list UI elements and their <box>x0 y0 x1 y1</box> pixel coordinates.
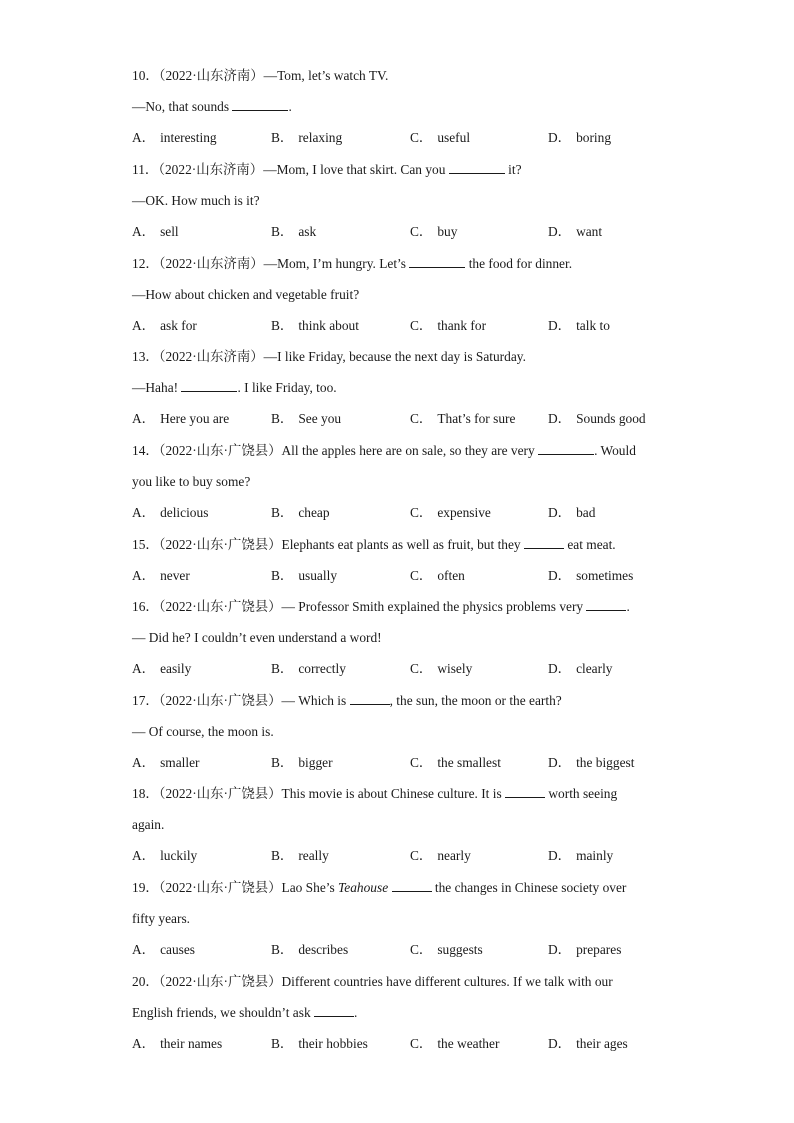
options-row <box>132 497 672 528</box>
option-c[interactable]: C． often <box>410 568 465 584</box>
question-stem: 10．（2022·山东济南）—Tom, let’s watch TV. <box>132 68 389 83</box>
option-d[interactable]: D． mainly <box>548 848 614 864</box>
option-b[interactable]: B． bigger <box>271 755 333 771</box>
question-continuation: fifty years. <box>132 911 191 927</box>
answer-blank[interactable] <box>232 97 288 111</box>
question-continuation: — Of course, the moon is. <box>132 724 274 740</box>
question-number: 11 <box>132 162 145 177</box>
question-16 <box>132 591 672 685</box>
question-11 <box>132 154 672 248</box>
option-a[interactable]: A． their names <box>132 1036 223 1052</box>
question-stem: 19．（2022·山东·广饶县）Lao She’s Teahouse the changes in Chinese society over <box>132 880 627 895</box>
option-d[interactable]: D． want <box>548 224 603 240</box>
question-source: （2022·山东济南） <box>158 256 264 271</box>
option-a[interactable]: A． ask for <box>132 318 197 334</box>
options-row <box>132 560 672 591</box>
question-number: 14 <box>132 443 146 458</box>
option-b[interactable]: B． ask <box>271 224 317 240</box>
option-c[interactable]: C． useful <box>410 130 471 146</box>
option-d[interactable]: D． their ages <box>548 1036 628 1052</box>
answer-blank[interactable] <box>586 597 626 611</box>
question-stem: 15．（2022·山东·广饶县）Elephants eat plants as well as fruit, but they eat meat. <box>132 537 616 552</box>
option-d[interactable]: D． clearly <box>548 661 613 677</box>
option-a[interactable]: A． interesting <box>132 130 217 146</box>
question-17 <box>132 685 672 779</box>
question-source: （2022·山东·广饶县） <box>158 786 282 801</box>
options-row <box>132 122 672 153</box>
book-title: Teahouse <box>338 880 389 895</box>
option-d[interactable]: D． bad <box>548 505 596 521</box>
question-continuation: again. <box>132 817 165 833</box>
question-source: （2022·山东·广饶县） <box>158 974 282 989</box>
option-a[interactable]: A． sell <box>132 224 179 240</box>
option-b[interactable]: B． describes <box>271 942 349 958</box>
option-c[interactable]: C． wisely <box>410 661 473 677</box>
question-source: （2022·山东济南） <box>158 162 264 177</box>
options-row <box>132 216 672 247</box>
option-d[interactable]: D． prepares <box>548 942 622 958</box>
option-c[interactable]: C． thank for <box>410 318 487 334</box>
option-a[interactable]: A． delicious <box>132 505 209 521</box>
answer-blank[interactable] <box>392 878 432 892</box>
question-continuation: —OK. How much is it? <box>132 193 260 209</box>
option-c[interactable]: C． suggests <box>410 942 483 958</box>
options-row <box>132 310 672 341</box>
answer-blank[interactable] <box>409 254 465 268</box>
question-15 <box>132 529 672 591</box>
question-14 <box>132 435 672 529</box>
question-20 <box>132 966 672 1060</box>
question-continuation: —How about chicken and vegetable fruit? <box>132 287 360 303</box>
question-number: 19 <box>132 880 146 895</box>
answer-blank[interactable] <box>314 1003 354 1017</box>
option-a[interactable]: A． never <box>132 568 190 584</box>
option-c[interactable]: C． buy <box>410 224 458 240</box>
option-a[interactable]: A． easily <box>132 661 192 677</box>
question-number: 17 <box>132 693 146 708</box>
option-b[interactable]: B． See you <box>271 411 342 427</box>
options-row <box>132 840 672 871</box>
question-source: （2022·山东·广饶县） <box>158 693 282 708</box>
option-d[interactable]: D． Sounds good <box>548 411 646 427</box>
question-stem: 11．（2022·山东济南）—Mom, I love that skirt. Can you it? <box>132 162 522 177</box>
question-stem: 16．（2022·山东·广饶县）— Professor Smith explained the physics problems very . <box>132 599 630 614</box>
option-b[interactable]: B． their hobbies <box>271 1036 368 1052</box>
question-source: （2022·山东·广饶县） <box>158 599 282 614</box>
question-number: 16 <box>132 599 146 614</box>
option-c[interactable]: C． expensive <box>410 505 491 521</box>
option-a[interactable]: A． luckily <box>132 848 198 864</box>
option-c[interactable]: C． nearly <box>410 848 471 864</box>
option-d[interactable]: D． the biggest <box>548 755 635 771</box>
option-d[interactable]: D． sometimes <box>548 568 634 584</box>
question-number: 13 <box>132 349 146 364</box>
question-source: （2022·山东·广饶县） <box>158 537 282 552</box>
option-b[interactable]: B． usually <box>271 568 338 584</box>
option-c[interactable]: C． the smallest <box>410 755 501 771</box>
question-continuation: —Haha! . I like Friday, too. <box>132 380 337 396</box>
option-b[interactable]: B． relaxing <box>271 130 343 146</box>
option-c[interactable]: C． the weather <box>410 1036 500 1052</box>
question-continuation: —No, that sounds . <box>132 99 292 115</box>
answer-blank[interactable] <box>449 160 505 174</box>
question-stem: 18．（2022·山东·广饶县）This movie is about Chinese culture. It is worth seeing <box>132 786 618 801</box>
question-stem: 14．（2022·山东·广饶县）All the apples here are on sale, so they are very . Would <box>132 443 636 458</box>
question-stem: 17．（2022·山东·广饶县）— Which is , the sun, the moon or the earth? <box>132 693 562 708</box>
question-continuation: — Did he? I couldn’t even understand a word! <box>132 630 382 646</box>
question-number: 15 <box>132 537 146 552</box>
question-number: 18 <box>132 786 146 801</box>
options-row <box>132 1028 672 1059</box>
question-continuation: English friends, we shouldn’t ask . <box>132 1005 358 1021</box>
options-row <box>132 747 672 778</box>
question-continuation: you like to buy some? <box>132 474 251 490</box>
question-source: （2022·山东·广饶县） <box>158 443 282 458</box>
option-d[interactable]: D． boring <box>548 130 612 146</box>
question-10 <box>132 60 672 154</box>
answer-blank[interactable] <box>181 378 237 392</box>
question-number: 10 <box>132 68 146 83</box>
options-row <box>132 653 672 684</box>
option-c[interactable]: C． That’s for sure <box>410 411 516 427</box>
question-12 <box>132 248 672 342</box>
question-source: （2022·山东·广饶县） <box>158 880 282 895</box>
option-a[interactable]: A． smaller <box>132 755 200 771</box>
question-stem: 13．（2022·山东济南）—I like Friday, because the next day is Saturday. <box>132 349 526 364</box>
option-a[interactable]: A． Here you are <box>132 411 230 427</box>
answer-blank[interactable] <box>538 441 594 455</box>
question-13 <box>132 341 672 435</box>
answer-blank[interactable] <box>524 535 564 549</box>
question-source: （2022·山东济南） <box>158 349 264 364</box>
question-source: （2022·山东济南） <box>158 68 264 83</box>
option-b[interactable]: B． think about <box>271 318 359 334</box>
question-19 <box>132 872 672 966</box>
option-b[interactable]: B． cheap <box>271 505 330 521</box>
question-stem: 20．（2022·山东·广饶县）Different countries have different cultures. If we talk with our <box>132 974 613 989</box>
question-stem: 12．（2022·山东济南）—Mom, I’m hungry. Let’s the food for dinner. <box>132 256 573 271</box>
answer-blank[interactable] <box>505 784 545 798</box>
options-row <box>132 934 672 965</box>
option-b[interactable]: B． really <box>271 848 329 864</box>
answer-blank[interactable] <box>350 691 390 705</box>
question-number: 12 <box>132 256 146 271</box>
question-18 <box>132 778 672 872</box>
options-row <box>132 403 672 434</box>
option-d[interactable]: D． talk to <box>548 318 610 334</box>
question-number: 20 <box>132 974 146 989</box>
option-b[interactable]: B． correctly <box>271 661 346 677</box>
option-a[interactable]: A． causes <box>132 942 196 958</box>
